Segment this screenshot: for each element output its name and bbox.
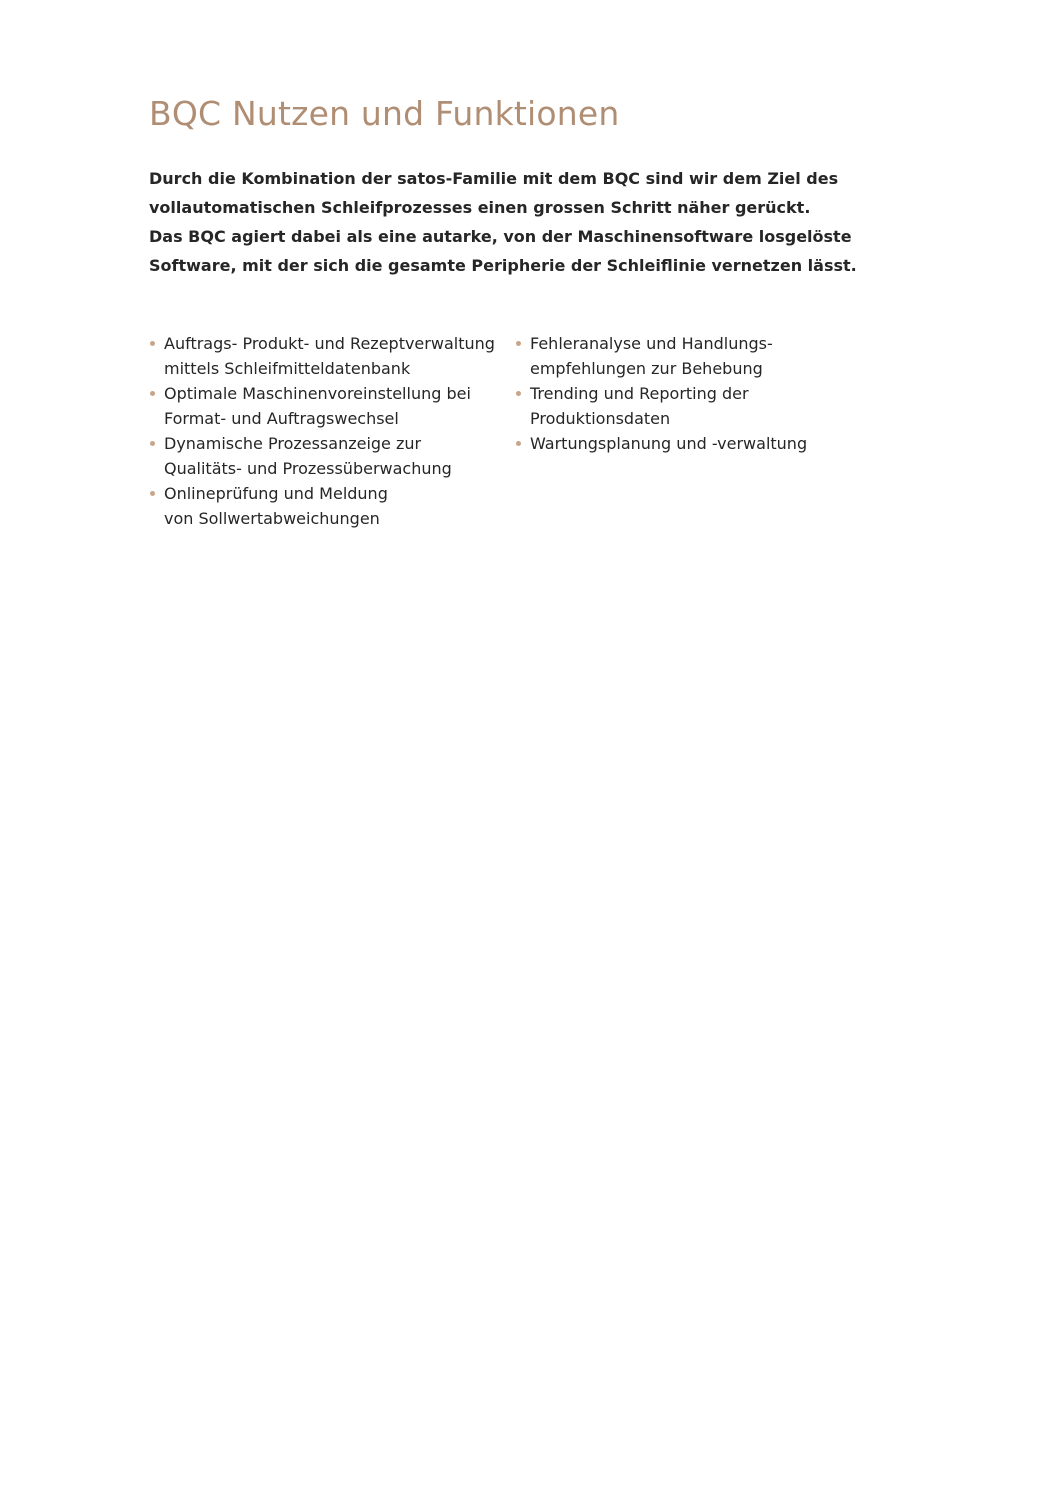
intro-line: Durch die Kombination der satos-Familie mit dem BQC sind wir dem Ziel des: [149, 169, 839, 188]
intro-paragraph: [149, 164, 869, 280]
list-item: [515, 381, 845, 431]
list-item: [149, 481, 509, 531]
bullet-dot-icon: [150, 441, 155, 446]
list-item-text: Format- und Auftragswechsel: [164, 409, 399, 428]
list-item-text: Auftrags- Produkt- und Rezeptverwaltung: [164, 334, 495, 353]
list-item: [149, 331, 509, 381]
bullet-dot-icon: [150, 491, 155, 496]
bullet-dot-icon: [516, 341, 521, 346]
list-item: [149, 431, 509, 481]
page-title: BQC Nutzen und Funktionen: [149, 94, 620, 133]
list-item: [515, 331, 845, 381]
list-item: [149, 381, 509, 431]
feature-list-right: [515, 331, 845, 456]
bullet-dot-icon: [150, 391, 155, 396]
feature-list-left: [149, 331, 509, 531]
intro-line: vollautomatischen Schleifprozesses einen grossen Schritt näher gerückt.: [149, 198, 811, 217]
list-item: [515, 431, 845, 456]
list-item-text: Dynamische Prozessanzeige zur: [164, 434, 422, 453]
list-item-text: Trending und Reporting der: [530, 384, 749, 403]
list-item-text: von Sollwertabweichungen: [164, 509, 380, 528]
bullet-dot-icon: [150, 341, 155, 346]
list-item-text: Optimale Maschinenvoreinstellung bei: [164, 384, 471, 403]
list-item-text: Fehleranalyse und Handlungs-: [530, 334, 773, 353]
list-item-text: Wartungsplanung und -verwaltung: [530, 434, 808, 453]
list-item-text: empfehlungen zur Behebung: [530, 359, 763, 378]
intro-line: Das BQC agiert dabei als eine autarke, von der Maschinensoftware losgelöste: [149, 227, 852, 246]
list-item-text: mittels Schleifmitteldatenbank: [164, 359, 411, 378]
bullet-dot-icon: [516, 441, 521, 446]
list-item-text: Produktionsdaten: [530, 409, 671, 428]
list-item-text: Qualitäts- und Prozessüberwachung: [164, 459, 452, 478]
list-item-text: Onlineprüfung und Meldung: [164, 484, 388, 503]
bullet-dot-icon: [516, 391, 521, 396]
intro-line: Software, mit der sich die gesamte Peripherie der Schleiflinie vernetzen lässt.: [149, 256, 857, 275]
